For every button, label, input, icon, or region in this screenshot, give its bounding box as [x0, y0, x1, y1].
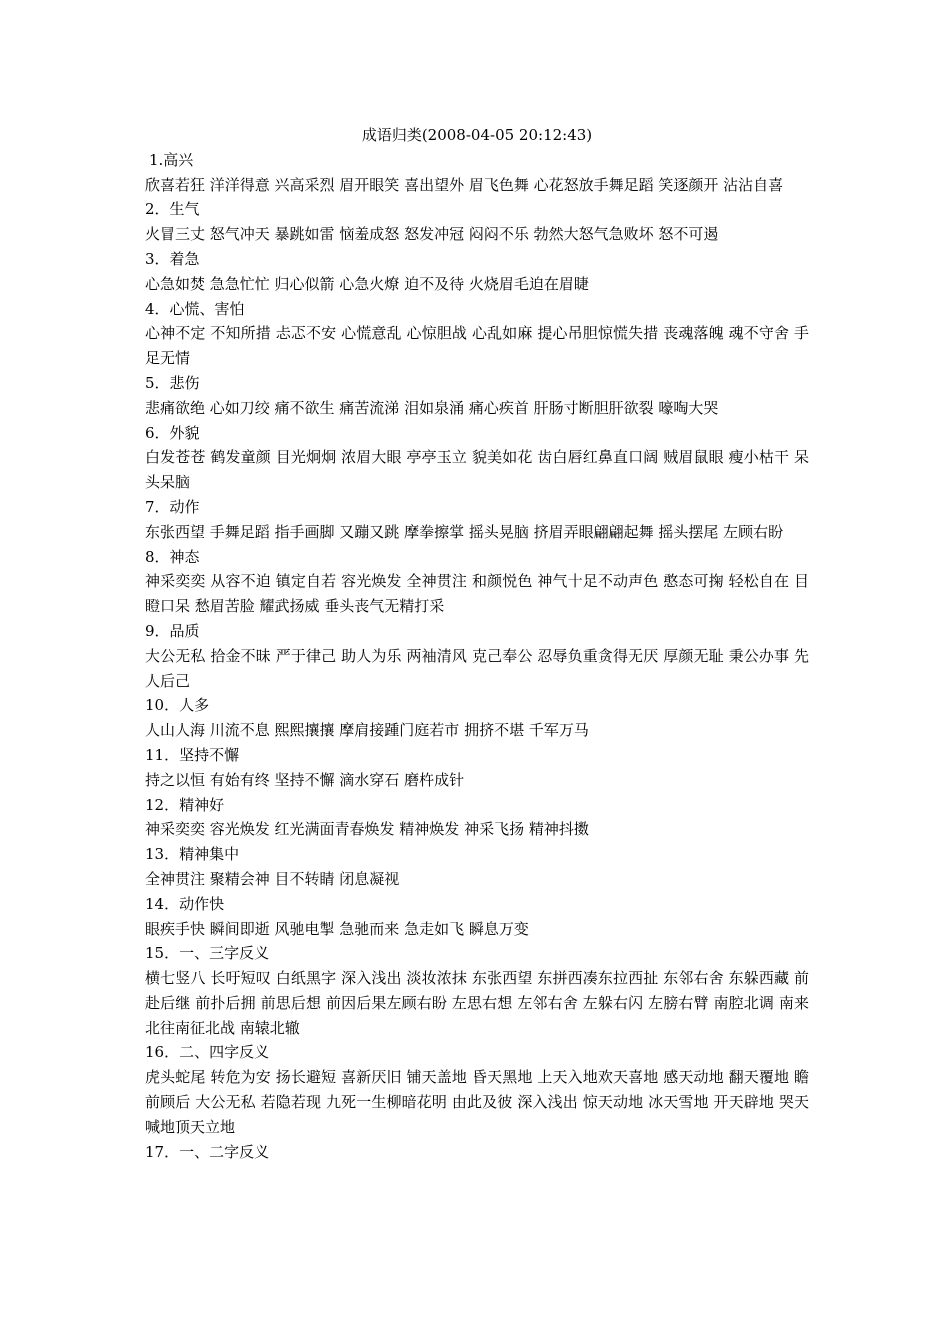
idiom-section — [145, 793, 809, 843]
section-heading: 6．外貌 — [145, 423, 200, 442]
idiom-section — [145, 842, 809, 892]
section-idioms: 眼疾手快 瞬间即逝 风驰电掣 急驰而来 急走如飞 瞬息万变 — [145, 919, 529, 938]
section-idioms: 横七竖八 长吁短叹 白纸黑字 深入浅出 淡妆浓抹 东张西望 东拼西凑东拉西扯 东邻右舍 东躲西藏 前赴后继 前扑后拥 前思后想 前因后果左顾右盼 左思右想 左邻右舍 左躲右闪 左膀右臂 南腔北调 南来北往南征北战 南辕北辙 — [145, 969, 809, 1037]
idiom-section — [145, 148, 809, 198]
section-idioms: 虎头蛇尾 转危为安 扬长避短 喜新厌旧 铺天盖地 昏天黑地 上天入地欢天喜地 感天动地 翻天覆地 瞻前顾后 大公无私 若隐若现 九死一生柳暗花明 由此及彼 深入浅出 惊天动地 冰天雪地 开天辟地 哭天喊地顶天立地 — [145, 1068, 809, 1136]
document-title: 成语归类(2008-04-05 20:12:43) — [361, 126, 593, 144]
idiom-section — [145, 1140, 809, 1165]
section-idioms: 东张西望 手舞足蹈 指手画脚 又蹦又跳 摩拳擦掌 摇头晃脑 挤眉弄眼翩翩起舞 摇头摆尾 左顾右盼 — [145, 522, 784, 541]
section-idioms: 神采奕奕 容光焕发 红光满面青春焕发 精神焕发 神采飞扬 精神抖擞 — [145, 820, 589, 839]
section-idioms: 白发苍苍 鹤发童颜 目光炯炯 浓眉大眼 亭亭玉立 貌美如花 齿白唇红鼻直口阔 贼眉鼠眼 瘦小枯干 呆头呆脑 — [145, 448, 809, 492]
section-heading: 13．精神集中 — [145, 845, 240, 864]
idiom-section — [145, 1040, 809, 1139]
idiom-section — [145, 371, 809, 421]
idiom-section — [145, 197, 809, 247]
section-heading: 8．神态 — [145, 547, 200, 566]
idiom-section — [145, 693, 809, 743]
section-heading: 17．一、二字反义 — [145, 1142, 270, 1161]
section-idioms: 心急如焚 急急忙忙 归心似箭 心急火燎 迫不及待 火烧眉毛迫在眉睫 — [145, 274, 589, 293]
section-heading: 3．着急 — [145, 249, 200, 268]
section-heading: 5．悲伤 — [145, 373, 200, 392]
idiom-section — [145, 247, 809, 297]
section-idioms: 火冒三丈 怒气冲天 暴跳如雷 恼羞成怒 怒发冲冠 闷闷不乐 勃然大怒气急败坏 怒不可遏 — [145, 225, 719, 244]
idiom-section — [145, 743, 809, 793]
idiom-section — [145, 941, 809, 1040]
section-heading: 11．坚持不懈 — [145, 745, 240, 764]
idiom-section — [145, 495, 809, 545]
section-idioms: 神采奕奕 从容不迫 镇定自若 容光焕发 全神贯注 和颜悦色 神气十足不动声色 憨态可掬 轻松自在 目瞪口呆 愁眉苦脸 耀武扬威 垂头丧气无精打采 — [145, 572, 809, 616]
section-idioms: 欣喜若狂 洋洋得意 兴高采烈 眉开眼笑 喜出望外 眉飞色舞 心花怒放手舞足蹈 笑逐颜开 沾沾自喜 — [145, 175, 784, 194]
idiom-section — [145, 421, 809, 495]
idiom-section — [145, 297, 809, 371]
section-heading: 2．生气 — [145, 200, 200, 219]
idiom-section — [145, 619, 809, 693]
section-idioms: 人山人海 川流不息 熙熙攘攘 摩肩接踵门庭若市 拥挤不堪 千军万马 — [145, 721, 589, 740]
section-heading: 4．心慌、害怕 — [145, 299, 245, 318]
document-body — [145, 123, 809, 1164]
section-heading: 12．精神好 — [145, 795, 225, 814]
section-heading: 9．品质 — [145, 621, 200, 640]
section-idioms: 悲痛欲绝 心如刀绞 痛不欲生 痛苦流涕 泪如泉涌 痛心疾首 肝肠寸断胆肝欲裂 嚎啕大哭 — [145, 398, 719, 417]
section-idioms: 大公无私 拾金不昧 严于律己 助人为乐 两袖清风 克己奉公 忍辱负重贪得无厌 厚颜无耻 秉公办事 先人后己 — [145, 646, 809, 690]
section-list — [145, 148, 809, 1165]
section-heading: 15．一、三字反义 — [145, 944, 270, 963]
section-heading: 10．人多 — [145, 696, 210, 715]
idiom-section — [145, 892, 809, 942]
section-heading: 1.高兴 — [149, 150, 194, 169]
section-idioms: 心神不定 不知所措 忐忑不安 心慌意乱 心惊胆战 心乱如麻 提心吊胆惊慌失措 丧魂落魄 魂不守舍 手足无情 — [145, 324, 809, 368]
section-heading: 16．二、四字反义 — [145, 1043, 270, 1062]
section-idioms: 持之以恒 有始有终 坚持不懈 滴水穿石 磨杵成针 — [145, 770, 465, 789]
idiom-section — [145, 545, 809, 619]
section-heading: 14．动作快 — [145, 894, 225, 913]
section-heading: 7．动作 — [145, 497, 200, 516]
section-idioms: 全神贯注 聚精会神 目不转睛 闭息凝视 — [145, 869, 400, 888]
